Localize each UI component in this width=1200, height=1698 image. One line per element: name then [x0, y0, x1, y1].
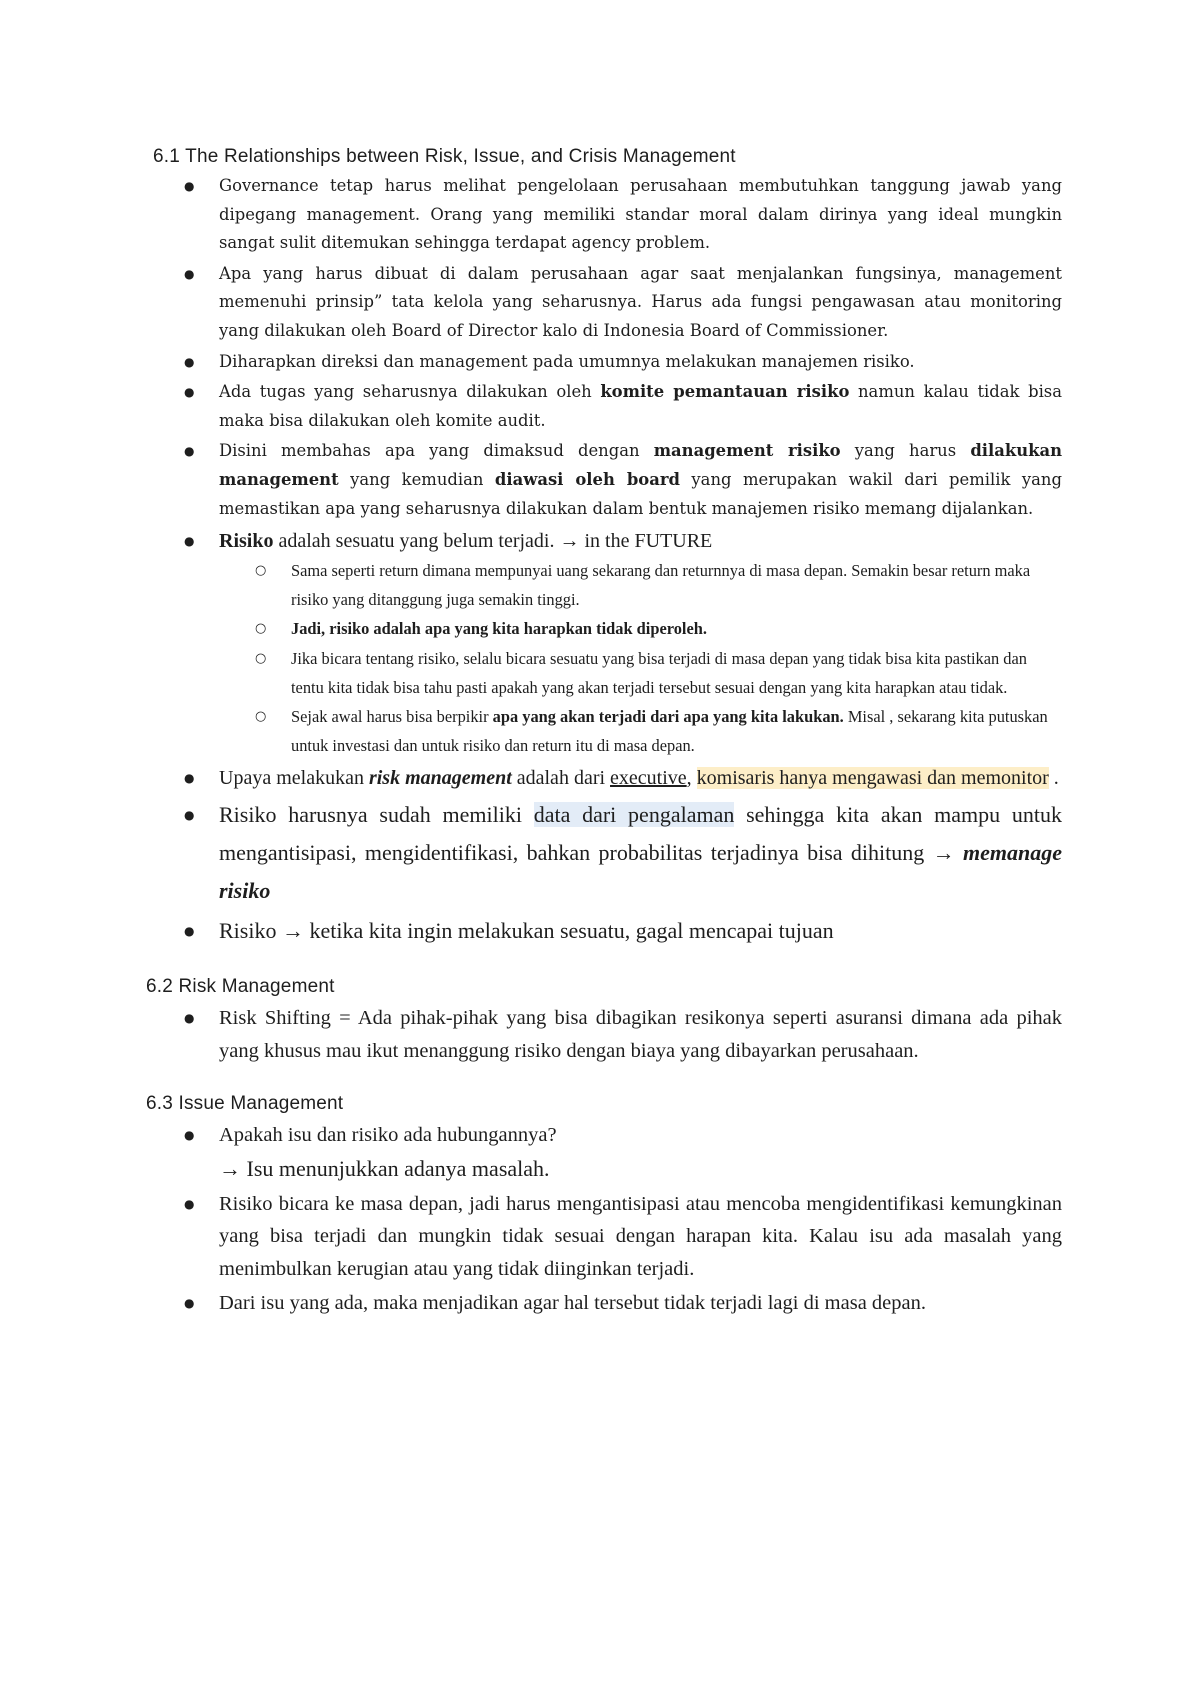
- bullet-text: Diharapkan direksi dan management pada umumnya melakukan manajemen risiko.: [219, 351, 915, 371]
- bold-italic-text: risk management: [368, 767, 512, 790]
- bullet-item: [219, 525, 1062, 760]
- text-run: adalah dari: [511, 767, 611, 790]
- bullet-text: Governance tetap harus melihat pengelolaan perusahaan membutuhkan tanggung jawab yang dipegang management. Orang yang memiliki standar moral dalam dirinya yang ideal mungkin sangat sulit ditemukan sehingga terdapat agency problem.: [219, 176, 1062, 253]
- bullet-item: [219, 172, 1062, 258]
- bold-text: Risiko: [219, 530, 274, 553]
- bullet-text-followup: → Isu menunjukkan adanya masalah.: [219, 1155, 550, 1181]
- bullet-item: [219, 796, 1062, 910]
- text-run: adalah sesuatu yang belum terjadi. → in the FUTURE: [273, 530, 713, 553]
- text-run: Upaya melakukan: [219, 767, 369, 790]
- text-run: namun kalau tidak bisa maka bisa dilakukan oleh komite audit.: [219, 382, 1062, 430]
- text-run: ,: [686, 767, 697, 790]
- highlighted-text: komisaris hanya mengawasi dan memonitor: [696, 767, 1049, 790]
- underlined-text: executive: [610, 767, 687, 790]
- section-heading-6-2: 6.2 Risk Management: [146, 976, 335, 998]
- text-run: yang kemudian: [338, 469, 495, 489]
- bullet-item: [219, 1002, 1062, 1067]
- sub-bullet-item: [291, 615, 1062, 644]
- bold-text: management risiko: [653, 441, 841, 461]
- text-run: yang harus: [840, 441, 971, 461]
- bold-text: komite pemantauan risiko: [600, 382, 850, 402]
- bullet-text: Risk Shifting = Ada pihak-pihak yang bisa dibagikan resikonya seperti asuransi dimana ada pihak yang khusus mau ikut menanggung risiko dengan biaya yang dibayarkan perusahaan.: [219, 1007, 1062, 1062]
- bullet-text: Risiko → ketika kita ingin melakukan sesuatu, gagal mencapai tujuan: [219, 918, 834, 944]
- bullet-item: [219, 1287, 1062, 1320]
- bullet-text: Dari isu yang ada, maka menjadikan agar hal tersebut tidak terjadi lagi di masa depan.: [219, 1292, 926, 1315]
- text-run: Disini membahas apa yang dimaksud dengan: [219, 441, 654, 461]
- bold-text: apa yang akan terjadi dari apa yang kita lakukan.: [492, 707, 844, 727]
- bullet-item: [219, 912, 1062, 950]
- sub-bullet-list: [219, 557, 1062, 760]
- bold-text: dilakukan management: [219, 441, 1063, 489]
- section-heading-6-1: 6.1 The Relationships between Risk, Issue, and Crisis Management: [153, 146, 736, 167]
- sub-bullet-text: Jika bicara tentang risiko, selalu bicara sesuatu yang bisa terjadi di masa depan yang tidak bisa kita pastikan dan tentu kita tidak bisa tahu pasti apakah yang akan terjadi tersebut sesuai dengan yang kita harapkan atau tidak.: [291, 648, 1027, 697]
- bold-text: diawasi oleh board: [494, 469, 680, 489]
- text-run: Misal , sekarang kita putuskan untuk investasi dan untuk risiko dan return itu di masa depan.: [291, 707, 1048, 755]
- sub-bullet-item: [291, 703, 1062, 760]
- bullet-item: [219, 1119, 1062, 1186]
- sub-bullet-item: [291, 645, 1062, 702]
- bold-text: Jadi, risiko adalah apa yang kita harapkan tidak diperoleh.: [291, 619, 707, 639]
- bullet-item: [219, 762, 1062, 794]
- bullet-item: [219, 260, 1062, 346]
- bold-italic-text: memanage risiko: [219, 840, 1062, 904]
- text-run: yang merupakan wakil dari pemilik yang memastikan apa yang seharusnya dilakukan dalam bentuk manajemen risiko memang dijalankan.: [219, 469, 1062, 518]
- text-run: Sejak awal harus bisa berpikir: [291, 707, 493, 727]
- bullet-list-6-2: [146, 1002, 1062, 1067]
- text-run: Risiko harusnya sudah memiliki: [219, 802, 534, 828]
- section-heading-6-3: 6.3 Issue Management: [146, 1093, 344, 1115]
- text-run: Ada tugas yang seharusnya dilakukan oleh: [219, 382, 601, 402]
- bullet-item: [219, 1188, 1062, 1286]
- bullet-item: [219, 437, 1062, 523]
- bullet-item: [219, 348, 1062, 377]
- bullet-list-6-3: [146, 1119, 1062, 1320]
- text-run: .: [1048, 767, 1059, 790]
- bullet-text: Apa yang harus dibuat di dalam perusahaan agar saat menjalankan fungsinya, management memenuhi prinsip” tata kelola yang seharusnya. Harus ada fungsi pengawasan atau monitoring yang dilakukan oleh Board of Director kalo di Indonesia Board of Commissioner.: [219, 263, 1062, 340]
- highlighted-text: data dari pengalaman: [533, 802, 735, 828]
- sub-bullet-text: Sama seperti return dimana mempunyai uang sekarang dan returnnya di masa depan. Semakin besar return maka risiko yang ditanggung juga semakin tinggi.: [291, 561, 1031, 609]
- bullet-list-6-1: [146, 172, 1062, 950]
- bullet-item: [219, 378, 1062, 435]
- text-run: sehingga kita akan mampu untuk mengantisipasi, mengidentifikasi, bahkan probabilitas terjadinya bisa dihitung →: [219, 802, 1062, 866]
- sub-bullet-item: [291, 557, 1062, 614]
- bullet-text: Risiko bicara ke masa depan, jadi harus mengantisipasi atau mencoba mengidentifikasi kemungkinan yang bisa terjadi dan mungkin tidak sesuai dengan harapan kita. Kalau isu ada masalah yang menimbulkan kerugian atau yang tidak diinginkan terjadi.: [219, 1192, 1062, 1280]
- bullet-text: ● Apakah isu dan risiko ada hubungannya?: [219, 1124, 557, 1147]
